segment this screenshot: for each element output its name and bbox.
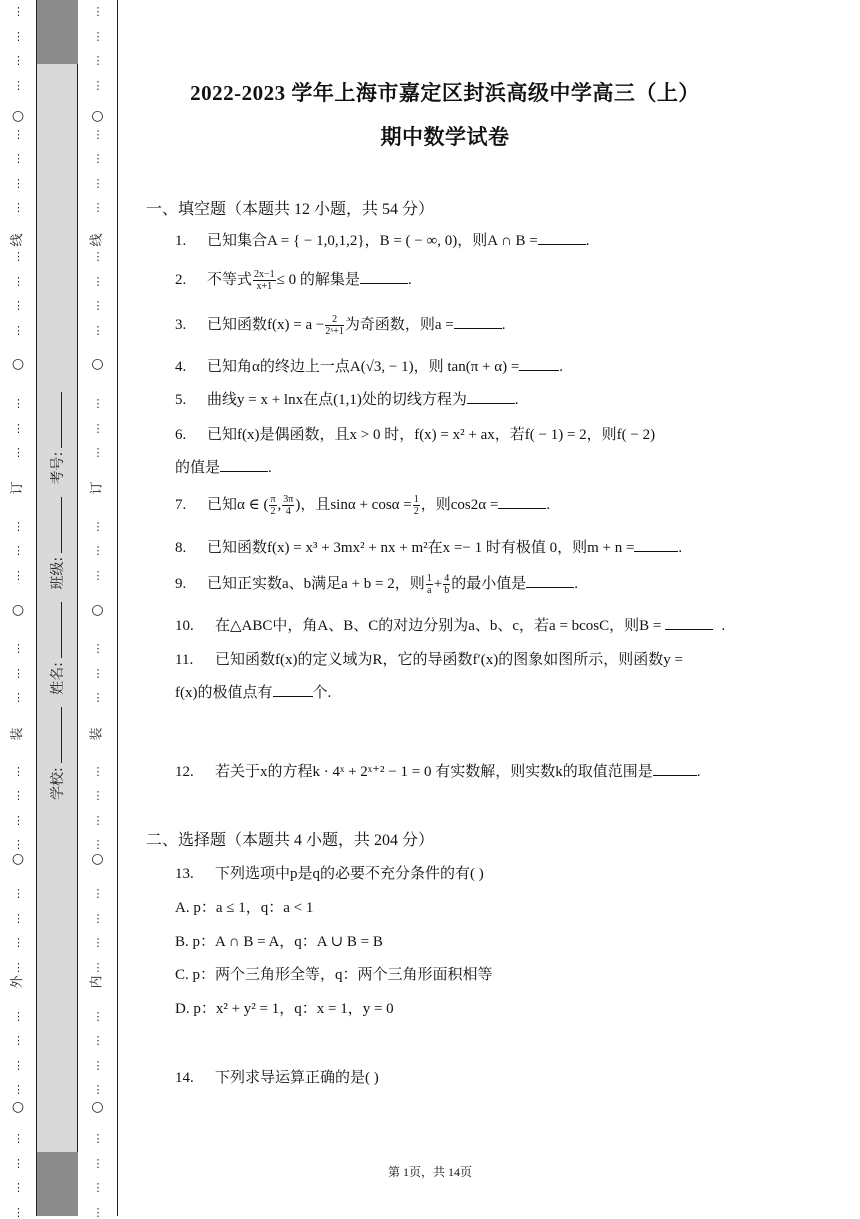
question-text-cont: f(x)的极值点有 (175, 685, 273, 701)
answer-blank (454, 313, 502, 329)
fraction-denominator: a (427, 585, 432, 597)
fraction (426, 573, 433, 596)
question-13 (175, 862, 484, 883)
question-text: 下列求导运算正确的是( ) (215, 1070, 379, 1086)
question-end: . (696, 764, 701, 780)
inner-margin-dots: ⋮ (92, 29, 103, 43)
outer-margin-marks (0, 0, 36, 1219)
outer-margin-dots: ⋮ (13, 936, 23, 949)
question-text: 已知正实数a、b满足a + b = 2，则 (207, 576, 425, 592)
inner-margin-dots: ⋮ (92, 299, 103, 312)
inner-margin-dots: ⋮ (92, 789, 103, 802)
school-blank (49, 707, 62, 763)
outer-margin-dots: ⋮ (13, 176, 23, 190)
question-end: . (574, 576, 578, 592)
inner-margin-dots: ⋮ (92, 838, 103, 851)
outer-margin-dots: ⋮ (13, 519, 23, 533)
fraction (253, 269, 276, 292)
question-end: 个. (312, 685, 332, 701)
question-number: 12. (175, 764, 194, 780)
question-text: 不等式 (207, 272, 253, 288)
page-footer: 第 1页，共 14页 (387, 1165, 472, 1179)
inner-margin-circle-mark: ○ (91, 108, 104, 124)
inner-margin-dots: ⋮ (92, 127, 103, 141)
outer-margin-dots: ⋮ (13, 54, 23, 67)
exam-title-line2: 期中数学试卷 (380, 125, 510, 149)
question-number: 6. (175, 427, 187, 443)
inner-margin-dots: ⋮ (92, 446, 103, 459)
section-multiple-choice: 二、选择题（本题共 4 小题，共 204 分） (146, 832, 435, 849)
question-number: 8. (175, 540, 187, 556)
fraction-numerator: 4 (444, 573, 450, 585)
inner-margin-dots: ⋮ (92, 1181, 103, 1194)
fraction-numerator: 1 (413, 494, 419, 506)
inner-margin-dots: ⋮ (92, 201, 103, 214)
answer-blank (634, 536, 678, 552)
inner-margin-dots: ⋮ (92, 1009, 103, 1023)
exam-title-line1: 2022-2023 学年上海市嘉定区封浜高级中学高三（上） (190, 81, 700, 105)
question-end: . (268, 460, 272, 476)
question-2 (175, 268, 412, 292)
question-text: 已知角α的终边上一点A(√3, − 1)，则 tan(π + α) = (207, 359, 520, 375)
inner-margin-circle-mark: ○ (91, 356, 104, 372)
fraction-denominator: x+1 (256, 281, 273, 293)
question-end: . (514, 392, 519, 408)
inner-margin-dots: ⋮ (92, 54, 103, 67)
question-3 (175, 313, 505, 337)
question-text: 若关于x的方程k · 4ˣ + 2ˣ⁺² − 1 = 0 有实数解，则实数k的取值范围是 (215, 764, 653, 780)
question-end: . (407, 272, 412, 288)
outer-margin-dots: ⋮ (13, 250, 23, 263)
answer-blank (498, 493, 546, 509)
fraction-numerator: 2x−1 (254, 269, 275, 281)
question-number: 14. (175, 1070, 194, 1086)
inner-margin-dots: ⋮ (92, 642, 103, 655)
question-end: . (559, 359, 564, 375)
outer-margin-dots: ⋮ (13, 887, 23, 900)
question-text: 已知α ∈ ( (207, 497, 269, 513)
question-14 (175, 1066, 379, 1087)
inner-margin-circle-mark: ○ (91, 1099, 104, 1115)
outer-margin-circle-mark: ○ (11, 851, 25, 867)
fraction (413, 494, 420, 517)
answer-blank (360, 268, 408, 284)
question-number: 1. (175, 233, 187, 249)
question-text: 下列选项中p是q的必要不充分条件的有( ) (215, 866, 484, 882)
inner-margin-dots: ⋮ (92, 323, 103, 337)
outer-margin-word: 装 (10, 727, 25, 741)
section-fill-in: 一、填空题（本题共 12 小题，共 54 分） (146, 201, 435, 218)
outer-margin-dots: ⋮ (13, 323, 23, 337)
separator: , (277, 497, 282, 513)
inner-margin-dots: ⋮ (92, 568, 103, 582)
inner-margin-dots: ⋮ (92, 397, 103, 410)
fraction-denominator: 2 (413, 506, 419, 518)
question-number: 7. (175, 497, 187, 513)
outer-margin-dots: ⋮ (13, 838, 23, 851)
outer-margin-dots: ⋮ (13, 29, 23, 43)
outer-margin-dots: ⋮ (13, 299, 23, 312)
inner-margin-word: 线 (89, 233, 105, 247)
outer-margin-dots: ⋮ (13, 1009, 23, 1023)
name-blank (49, 602, 62, 658)
question-end: . (546, 497, 551, 513)
inner-margin-dots: ⋮ (92, 936, 103, 949)
answer-blank (538, 229, 586, 245)
question-5 (175, 388, 519, 409)
question-12 (175, 760, 700, 781)
class-blank (49, 497, 62, 553)
outer-margin-dots: ⋮ (13, 691, 23, 704)
question-11 (175, 648, 683, 669)
school-label: 学校: (50, 767, 66, 800)
question-text: 在△ABC中，角A、B、C的对边分别为a、b、c，若a = bcosC，则B = (215, 618, 662, 634)
fraction (282, 494, 294, 517)
class-label: 班级: (50, 556, 66, 590)
question-expr: A = { − 1,0,1,2}，B = ( − ∞, 0)，则A ∩ B = (267, 233, 538, 249)
fraction-numerator: 1 (426, 573, 432, 585)
question-text: 已知函数f(x) = x³ + 3mx² + nx + m²在x =− 1 时有极值 0，则m + n = (207, 540, 635, 556)
inner-margin-word: 订 (89, 481, 105, 495)
name-label: 姓名: (50, 662, 66, 695)
outer-margin-circle-mark: ○ (11, 1099, 25, 1115)
outer-margin-dots: ⋮ (13, 1058, 23, 1072)
fraction-denominator: 2 (270, 506, 276, 518)
inner-margin-marks (78, 0, 117, 1219)
question-number: 3. (175, 317, 187, 333)
outer-margin-dots: ⋮ (13, 666, 23, 680)
outer-margin-dots: ⋮ (13, 421, 23, 435)
inner-margin-dots: ⋮ (92, 764, 103, 778)
question-6 (175, 423, 655, 444)
answer-blank (526, 572, 574, 588)
inner-margin-dots: ⋮ (92, 544, 103, 557)
question-number: 4. (175, 359, 187, 375)
question-text-b: )，且sinα + cosα = (295, 497, 412, 513)
question-number: 13. (175, 866, 194, 882)
question-10 (175, 614, 725, 635)
inner-margin-dots: ⋮ (92, 1156, 103, 1170)
outer-margin-dots: ⋮ (13, 1205, 23, 1219)
question-1 (175, 229, 590, 250)
question-number: 5. (175, 392, 187, 408)
answer-blank (653, 760, 697, 776)
outer-margin-word: 订 (10, 481, 25, 495)
inner-margin-dots: ⋮ (92, 78, 103, 92)
question-text-b: 为奇函数，则a = (344, 317, 454, 333)
answer-blank (665, 614, 713, 630)
outer-margin-dots: ⋮ (13, 5, 23, 18)
answer-blank (519, 355, 559, 371)
question-number: 10. (175, 618, 194, 634)
outer-margin-dots: ⋮ (13, 1132, 23, 1145)
outer-margin-dots: ⋮ (13, 568, 23, 582)
inner-margin-dots: ⋮ (92, 1058, 103, 1072)
question-text-c: ，则cos2α = (420, 497, 499, 513)
inner-margin-word: 装 (89, 727, 105, 741)
outer-margin-circle-mark: ○ (11, 356, 25, 372)
question-number: 2. (175, 272, 187, 288)
inner-margin-dots: ⋮ (92, 666, 103, 680)
question-7 (175, 493, 550, 517)
outer-margin-dots: ⋮ (13, 274, 23, 288)
question-text-b: 的最小值是 (451, 576, 527, 592)
question-6-continuation (175, 456, 272, 477)
answer-blank (467, 388, 515, 404)
exam-page (120, 0, 860, 1216)
question-end: . (585, 233, 590, 249)
question-8 (175, 536, 682, 557)
question-text-b: ≤ 0 的解集是 (276, 272, 360, 288)
answer-blank (220, 456, 268, 472)
binding-strip-inner (78, 0, 118, 1219)
fraction (325, 314, 344, 337)
exam-no-blank (49, 392, 62, 448)
outer-margin-dots: ⋮ (13, 544, 23, 557)
question-4 (175, 355, 563, 376)
outer-margin-dots: ⋮ (13, 1083, 23, 1096)
inner-margin-dots: ⋮ (92, 1034, 103, 1047)
inner-margin-dots: ⋮ (92, 887, 103, 900)
fraction-numerator: π (270, 494, 276, 506)
inner-margin-dots: ⋮ (92, 691, 103, 704)
inner-margin-dots: ⋮ (92, 1205, 103, 1219)
inner-margin-dots: ⋮ (92, 911, 103, 925)
question-9 (175, 572, 578, 596)
fraction-numerator: 2 (325, 314, 344, 326)
plus-sign: + (433, 576, 443, 592)
inner-margin-dots: ⋮ (92, 250, 103, 263)
outer-margin-dots: ⋮ (13, 446, 23, 459)
option-a: A. p：a ≤ 1，q：a < 1 (175, 900, 314, 916)
question-11-continuation (175, 681, 331, 702)
question-text: 已知f(x)是偶函数，且x > 0 时，f(x) = x² + ax，若f( − 1) = 2，则f( − 2) (207, 427, 656, 443)
inner-margin-dots: ⋮ (92, 960, 103, 974)
fraction-denominator: 2ˣ+1 (325, 326, 344, 338)
inner-margin-dots: ⋮ (92, 1083, 103, 1096)
inner-margin-circle-mark: ○ (91, 602, 104, 618)
outer-margin-dots: ⋮ (13, 127, 23, 141)
option-b: B. p：A ∩ B = A，q：A ∪ B = B (175, 934, 383, 950)
question-end: . (721, 618, 726, 634)
question-text-cont: 的值是 (175, 460, 221, 476)
inner-margin-dots: ⋮ (92, 176, 103, 190)
outer-margin-dots: ⋮ (13, 152, 23, 165)
student-info-area (37, 0, 78, 1216)
option-c: C. p：两个三角形全等，q：两个三角形面积相等 (175, 967, 493, 983)
inner-margin-dots: ⋮ (92, 519, 103, 533)
question-text: 已知函数f(x) = a − (207, 317, 325, 333)
fraction-denominator: 4 (285, 506, 291, 518)
inner-margin-dots: ⋮ (92, 5, 103, 18)
outer-margin-dots: ⋮ (13, 1181, 23, 1194)
exam-no-label: 考号: (50, 451, 66, 485)
question-end: . (501, 317, 506, 333)
inner-margin-circle-mark: ○ (91, 851, 104, 867)
outer-margin-word: 外 (10, 975, 25, 989)
outer-margin-dots: ⋮ (13, 1156, 23, 1170)
inner-margin-word: 内 (89, 975, 105, 989)
answer-blank (273, 681, 313, 697)
inner-margin-dots: ⋮ (92, 421, 103, 435)
question-text: 已知函数f(x)的定义域为R，它的导函数f′(x)的图象如图所示，则函数y = (215, 652, 683, 668)
question-end: . (678, 540, 683, 556)
outer-margin-dots: ⋮ (13, 813, 23, 827)
inner-margin-dots: ⋮ (92, 813, 103, 827)
fraction-denominator: b (444, 585, 450, 597)
outer-margin-dots: ⋮ (13, 78, 23, 92)
question-text: 已知集合 (207, 233, 268, 249)
question-number: 9. (175, 576, 187, 592)
question-number: 11. (175, 652, 194, 668)
outer-margin-dots: ⋮ (13, 789, 23, 802)
fraction-numerator: 3π (283, 494, 294, 506)
outer-margin-circle-mark: ○ (11, 602, 25, 618)
outer-margin-circle-mark: ○ (11, 108, 25, 124)
outer-margin-dots: ⋮ (13, 960, 23, 974)
inner-margin-dots: ⋮ (92, 274, 103, 288)
outer-margin-dots: ⋮ (13, 1034, 23, 1047)
outer-margin-dots: ⋮ (13, 764, 23, 778)
option-d: D. p：x² + y² = 1，q：x = 1，y = 0 (175, 1001, 394, 1017)
inner-margin-dots: ⋮ (92, 1132, 103, 1145)
fraction (269, 494, 276, 517)
outer-margin-dots: ⋮ (13, 911, 23, 925)
outer-margin-dots: ⋮ (13, 201, 23, 214)
question-text: 曲线y = x + lnx在点(1,1)处的切线方程为 (207, 392, 467, 408)
outer-margin-dots: ⋮ (13, 397, 23, 410)
inner-margin-dots: ⋮ (92, 152, 103, 165)
outer-margin-word: 线 (10, 233, 25, 247)
binding-strip-outer (0, 0, 37, 1219)
fraction (443, 573, 450, 596)
student-info-row (47, 451, 67, 800)
outer-margin-dots: ⋮ (13, 642, 23, 655)
